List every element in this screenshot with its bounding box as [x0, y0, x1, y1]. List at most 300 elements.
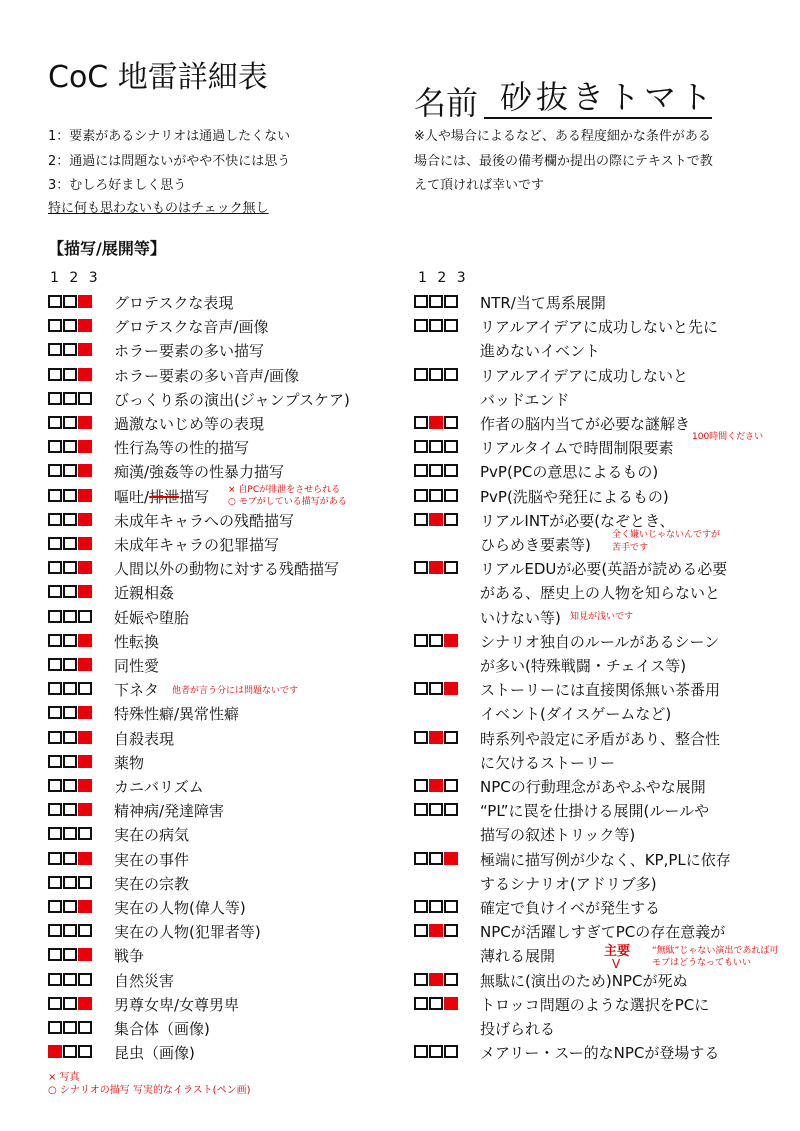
checkbox-group: [414, 294, 474, 312]
page-title: CoC 地雷詳細表: [48, 60, 268, 95]
item-label-line: “PL”に罠を仕掛ける展開(ルールや: [480, 802, 710, 821]
checkbox-2[interactable]: [429, 997, 443, 1010]
checkbox-group: [48, 463, 108, 481]
checkbox-3[interactable]: [444, 731, 458, 744]
item-label-line: トロッコ問題のような選択をPCに: [480, 995, 710, 1014]
checkbox-group: [48, 754, 108, 772]
checkbox-3[interactable]: [78, 610, 92, 623]
checkbox-1[interactable]: [48, 610, 62, 623]
item-label-line: リアルアイデアに成功しないと先に: [480, 318, 719, 337]
item-label-line: リアルEDUが必要(英語が読める必要: [480, 560, 728, 579]
checkbox-1[interactable]: [48, 924, 62, 937]
item-label: グロテスクな音声/画像: [114, 318, 269, 337]
checkbox-2[interactable]: [63, 489, 77, 502]
checkbox-3[interactable]: [444, 973, 458, 986]
checkbox-3[interactable]: [78, 343, 92, 356]
checkbox-2[interactable]: [429, 489, 443, 502]
checkbox-group: [48, 318, 108, 336]
checkbox-group: [48, 923, 108, 941]
checkbox-group: [414, 972, 474, 990]
checkbox-1[interactable]: [48, 392, 62, 405]
item-label-line: 薄れる展開: [480, 947, 556, 966]
checkbox-2[interactable]: [63, 585, 77, 598]
name-label: 名前: [414, 84, 479, 122]
checkbox-3[interactable]: [444, 803, 458, 816]
item-label: 実在の人物(犯罪者等): [114, 923, 261, 942]
checkbox-2[interactable]: [63, 803, 77, 816]
item-label-line: に欠けるストーリー: [480, 753, 616, 772]
item-label-line: ひらめき要素等): [480, 535, 591, 554]
checkbox-1[interactable]: [414, 368, 428, 381]
checkbox-2[interactable]: [429, 803, 443, 816]
checkbox-1[interactable]: [48, 852, 62, 865]
item-label: 薬物: [114, 753, 145, 772]
checkbox-3[interactable]: [78, 731, 92, 744]
checkbox-3[interactable]: [78, 464, 92, 477]
checkbox-group: [48, 609, 108, 627]
checkbox-1[interactable]: [48, 997, 62, 1010]
checkbox-group: [414, 730, 474, 748]
checkbox-group: [414, 367, 474, 385]
checkbox-1[interactable]: [48, 1021, 62, 1034]
checkbox-group: [48, 778, 108, 796]
name-value: 砂抜きトマト: [500, 78, 717, 116]
checkbox-2[interactable]: [429, 319, 443, 332]
checkbox-3[interactable]: [78, 489, 92, 502]
annotation-int-1: 全く嫌いじゃないんですが: [612, 530, 721, 540]
checkbox-2[interactable]: [429, 973, 443, 986]
checkbox-3[interactable]: [78, 416, 92, 429]
checkbox-group: [48, 1044, 108, 1062]
checkbox-3[interactable]: [78, 948, 92, 961]
checkbox-1[interactable]: [48, 513, 62, 526]
checkbox-2[interactable]: [63, 319, 77, 332]
item-label: 特殊性癖/異常性癖: [114, 705, 240, 724]
checkbox-1[interactable]: [48, 658, 62, 671]
checkbox-group: [48, 367, 108, 385]
checkbox-group: [414, 560, 474, 578]
checkbox-3[interactable]: [78, 634, 92, 647]
annotation-caret: V: [612, 957, 621, 971]
checkbox-group: [48, 439, 108, 457]
checkbox-group: [48, 947, 108, 965]
checkbox-group: [414, 923, 474, 941]
checkbox-3[interactable]: [444, 852, 458, 865]
item-label: 未成年キャラへの残酷描写: [114, 511, 295, 530]
checkbox-group: [48, 657, 108, 675]
checkbox-1[interactable]: [414, 416, 428, 429]
checkbox-1[interactable]: [48, 416, 62, 429]
checkbox-3[interactable]: [78, 852, 92, 865]
checkbox-group: [414, 439, 474, 457]
checkbox-2[interactable]: [63, 561, 77, 574]
item-label: ホラー要素の多い描写: [114, 342, 265, 361]
checkbox-3[interactable]: [78, 924, 92, 937]
checkbox-group: [414, 318, 474, 336]
checkbox-2[interactable]: [429, 779, 443, 792]
checkbox-3[interactable]: [78, 295, 92, 308]
checkbox-1[interactable]: [414, 852, 428, 865]
checkbox-1[interactable]: [48, 731, 62, 744]
item-label: 実在の宗教: [114, 874, 190, 893]
checkbox-3[interactable]: [78, 1045, 92, 1058]
checkbox-2[interactable]: [63, 343, 77, 356]
checkbox-2[interactable]: [63, 973, 77, 986]
checkbox-2[interactable]: [429, 682, 443, 695]
checkbox-1[interactable]: [414, 295, 428, 308]
item-label-line: シナリオ独自のルールがあるシーン: [480, 632, 720, 651]
checkbox-2[interactable]: [429, 440, 443, 453]
item-label: 未成年キャラの犯罪描写: [114, 536, 280, 554]
checkbox-2[interactable]: [63, 658, 77, 671]
checkbox-group: [48, 560, 108, 578]
note-line-3: えて頂ければ幸いです: [414, 178, 545, 193]
checkbox-group: [414, 512, 474, 530]
checkbox-2[interactable]: [63, 368, 77, 381]
legend-line-4: 特に何も思わないものはチェック無し: [48, 201, 269, 216]
checkbox-2[interactable]: [429, 464, 443, 477]
checkbox-group: [48, 899, 108, 917]
checkbox-1[interactable]: [48, 803, 62, 816]
annotation-main-word: 主要: [604, 944, 631, 959]
item-label-line: リアルタイムで時間制限要素: [480, 439, 674, 458]
item-label: 嘔吐/排泄描写: [114, 487, 210, 506]
checkbox-1[interactable]: [414, 464, 428, 477]
checkbox-2[interactable]: [63, 924, 77, 937]
annotation-vomit-1: × 自PCが排泄をさせられる: [228, 485, 341, 495]
item-label-line: イベント(ダイスゲームなど): [480, 705, 672, 724]
checkbox-3[interactable]: [444, 634, 458, 647]
checkbox-2[interactable]: [63, 513, 77, 526]
section-title: 【描写/展開等】: [48, 239, 166, 258]
footer-note-2: ○ シナリオの描写 写実的なイラスト(ペン画): [48, 1085, 251, 1096]
item-label: 下ネタ: [114, 681, 160, 700]
checkbox-1[interactable]: [414, 682, 428, 695]
checkbox-group: [414, 681, 474, 699]
checkbox-2[interactable]: [63, 440, 77, 453]
item-label-line: メアリー・スー的なNPCが登場する: [480, 1044, 720, 1063]
item-label: 性転換: [114, 632, 160, 651]
checkbox-3[interactable]: [78, 368, 92, 381]
item-label-line: リアルアイデアに成功しないと: [480, 366, 689, 385]
checkbox-3[interactable]: [444, 561, 458, 574]
checkbox-3[interactable]: [78, 827, 92, 840]
checkbox-group: [414, 1044, 474, 1062]
checkbox-1[interactable]: [48, 900, 62, 913]
checkbox-2[interactable]: [63, 755, 77, 768]
checkbox-2[interactable]: [63, 682, 77, 695]
checkbox-2[interactable]: [429, 852, 443, 865]
item-label-line: NPCが活躍しすぎてPCの存在意義が: [480, 923, 726, 942]
checkbox-3[interactable]: [444, 900, 458, 913]
checkbox-2[interactable]: [63, 416, 77, 429]
checkbox-group: [48, 633, 108, 651]
item-label: 過激ないじめ等の表現: [114, 415, 265, 433]
checkbox-1[interactable]: [48, 585, 62, 598]
checkbox-3[interactable]: [78, 779, 92, 792]
checkbox-2[interactable]: [63, 1021, 77, 1034]
checkbox-2[interactable]: [429, 900, 443, 913]
right-column-header: 1 2 3: [418, 270, 469, 286]
checkbox-3[interactable]: [78, 513, 92, 526]
checkbox-2[interactable]: [63, 779, 77, 792]
checkbox-group: [48, 802, 108, 820]
checkbox-2[interactable]: [63, 852, 77, 865]
item-label-line: 描写の叙述トリック等): [480, 826, 636, 845]
annotation-edu: 知見が浅いです: [570, 612, 634, 622]
item-label-line: NTR/当て馬系展開: [480, 294, 606, 312]
checkbox-3[interactable]: [78, 706, 92, 719]
item-label: 人間以外の動物に対する残酷描写: [114, 560, 340, 579]
annotation-time-limit: 100時間ください: [692, 432, 764, 442]
checkbox-3[interactable]: [78, 973, 92, 986]
checkbox-2[interactable]: [63, 997, 77, 1010]
item-label: 実在の病気: [114, 826, 190, 845]
checkbox-2[interactable]: [63, 706, 77, 719]
checkbox-2[interactable]: [429, 924, 443, 937]
checkbox-group: [414, 778, 474, 796]
checkbox-3[interactable]: [78, 682, 92, 695]
checkbox-3[interactable]: [444, 1045, 458, 1058]
footer-note-1: × 写真: [48, 1072, 80, 1083]
checkbox-3[interactable]: [444, 997, 458, 1010]
checkbox-3[interactable]: [444, 513, 458, 526]
item-label-line: いけない等): [480, 608, 561, 627]
checkbox-3[interactable]: [78, 803, 92, 816]
checkbox-3[interactable]: [78, 658, 92, 671]
item-label-line: 極端に描写例が少なく、KP,PLに依存: [480, 850, 731, 869]
checkbox-3[interactable]: [444, 779, 458, 792]
checkbox-group: [48, 294, 108, 312]
checkbox-1[interactable]: [48, 827, 62, 840]
item-label-line: PvP(洗脳や発狂によるもの): [480, 487, 669, 506]
checkbox-2[interactable]: [63, 392, 77, 405]
item-label: 昆虫（画像): [114, 1044, 195, 1063]
item-label: グロテスクな表現: [114, 294, 234, 312]
item-label-line: 投げられる: [480, 1019, 556, 1038]
checkbox-3[interactable]: [78, 900, 92, 913]
checkbox-1[interactable]: [414, 319, 428, 332]
annotation-vomit-2: ○ モブがしている描写がある: [228, 497, 347, 507]
checkbox-1[interactable]: [414, 561, 428, 574]
item-label: 実在の事件: [114, 850, 190, 869]
item-label: 集合体（画像): [114, 1020, 210, 1038]
checkbox-1[interactable]: [48, 755, 62, 768]
item-label-line: PvP(PCの意思によるもの): [480, 463, 659, 482]
legend-line-3: 3：むしろ好ましく思う: [48, 178, 187, 193]
checkbox-group: [414, 851, 474, 869]
checkbox-1[interactable]: [414, 513, 428, 526]
item-label: カニバリズム: [114, 778, 204, 796]
item-label: 近親相姦: [114, 584, 175, 603]
item-label: 自殺表現: [114, 729, 175, 748]
item-label-line: 無駄に(演出のため)NPCが死ぬ: [480, 971, 688, 990]
legend-line-2: 2：通過には問題ないがやや不快には思う: [48, 154, 291, 169]
item-label: 同性愛: [114, 657, 160, 675]
item-label: びっくり系の演出(ジャンプスケア): [114, 390, 350, 409]
checkbox-1[interactable]: [48, 706, 62, 719]
checkbox-group: [48, 488, 108, 506]
name-underline: [484, 117, 712, 119]
annotation-muda-1: “無駄”じゃない演出であれば可: [652, 946, 779, 956]
checkbox-3[interactable]: [444, 464, 458, 477]
checkbox-3[interactable]: [78, 392, 92, 405]
checkbox-3[interactable]: [78, 537, 92, 550]
item-label: 妊娠や堕胎: [114, 608, 190, 627]
checkbox-1[interactable]: [48, 440, 62, 453]
checkbox-2[interactable]: [429, 416, 443, 429]
checkbox-1[interactable]: [48, 343, 62, 356]
checkbox-group: [414, 463, 474, 481]
checkbox-1[interactable]: [48, 948, 62, 961]
checkbox-2[interactable]: [429, 1045, 443, 1058]
checkbox-2[interactable]: [63, 464, 77, 477]
checkbox-3[interactable]: [78, 561, 92, 574]
checkbox-group: [414, 899, 474, 917]
checkbox-1[interactable]: [48, 489, 62, 502]
checkbox-2[interactable]: [429, 368, 443, 381]
checkbox-group: [414, 996, 474, 1014]
checkbox-1[interactable]: [414, 779, 428, 792]
checkbox-3[interactable]: [444, 924, 458, 937]
item-label-line: するシナリオ(アドリブ多): [480, 874, 657, 893]
item-label: 精神病/発達障害: [114, 802, 225, 821]
checkbox-group: [48, 536, 108, 554]
checkbox-3[interactable]: [444, 368, 458, 381]
item-label-line: バッドエンド: [480, 390, 570, 409]
checkbox-3[interactable]: [78, 876, 92, 889]
checkbox-1[interactable]: [48, 779, 62, 792]
checkbox-group: [414, 415, 474, 433]
checkbox-2[interactable]: [429, 513, 443, 526]
annotation-shimoneta: 他者が言う分には問題ないです: [172, 686, 299, 696]
checkbox-group: [48, 972, 108, 990]
checkbox-1[interactable]: [48, 682, 62, 695]
checkbox-2[interactable]: [63, 827, 77, 840]
checkbox-1[interactable]: [414, 489, 428, 502]
item-label-line: がある、歴史上の人物を知らないと: [480, 584, 721, 603]
checkbox-3[interactable]: [78, 319, 92, 332]
checkbox-2[interactable]: [63, 876, 77, 889]
item-label-line: が多い(特殊戦闘・チェイス等): [480, 656, 687, 675]
note-line-1: ※人や場合によるなど、ある程度細かな条件がある: [414, 129, 711, 144]
checkbox-1[interactable]: [414, 634, 428, 647]
checkbox-1[interactable]: [48, 295, 62, 308]
left-column-header: 1 2 3: [50, 270, 101, 286]
item-label: 戦争: [114, 947, 145, 966]
checkbox-1[interactable]: [414, 731, 428, 744]
checkbox-group: [48, 705, 108, 723]
checkbox-group: [48, 681, 108, 699]
checkbox-1[interactable]: [414, 924, 428, 937]
checkbox-group: [48, 391, 108, 409]
checkbox-1[interactable]: [48, 537, 62, 550]
checkbox-3[interactable]: [78, 997, 92, 1010]
item-label-line: 作者の脳内当てが必要な謎解き: [480, 415, 691, 433]
checkbox-1[interactable]: [48, 368, 62, 381]
checkbox-group: [48, 584, 108, 602]
checkbox-2[interactable]: [63, 295, 77, 308]
checkbox-group: [48, 730, 108, 748]
legend-line-1: 1：要素があるシナリオは通過したくない: [48, 129, 291, 144]
checkbox-3[interactable]: [444, 489, 458, 502]
item-label: 自然災害: [114, 971, 175, 990]
checkbox-1[interactable]: [414, 997, 428, 1010]
checkbox-group: [414, 488, 474, 506]
checkbox-group: [48, 1020, 108, 1038]
checkbox-3[interactable]: [444, 295, 458, 308]
checkbox-3[interactable]: [78, 440, 92, 453]
checkbox-2[interactable]: [429, 561, 443, 574]
checkbox-2[interactable]: [63, 948, 77, 961]
checkbox-1[interactable]: [48, 634, 62, 647]
checkbox-2[interactable]: [63, 1045, 77, 1058]
checkbox-group: [48, 342, 108, 360]
annotation-int-2: 苦手です: [612, 543, 649, 553]
checkbox-1[interactable]: [48, 319, 62, 332]
item-label: 痴漢/強姦等の性暴力描写: [114, 463, 285, 482]
checkbox-3[interactable]: [444, 416, 458, 429]
checkbox-2[interactable]: [429, 731, 443, 744]
checkbox-group: [48, 851, 108, 869]
checkbox-2[interactable]: [429, 634, 443, 647]
checkbox-3[interactable]: [78, 755, 92, 768]
checkbox-1[interactable]: [414, 973, 428, 986]
checkbox-3[interactable]: [444, 682, 458, 695]
item-label-line: 時系列や設定に矛盾があり、整合性: [480, 729, 721, 748]
checkbox-1[interactable]: [414, 803, 428, 816]
note-line-2: 場合には、最後の備考欄か提出の際にテキストで教: [414, 154, 713, 169]
checkbox-group: [48, 875, 108, 893]
checkbox-2[interactable]: [63, 610, 77, 623]
item-label: 実在の人物(偉人等): [114, 899, 246, 917]
checkbox-1[interactable]: [414, 900, 428, 913]
checkbox-group: [48, 826, 108, 844]
checkbox-1[interactable]: [48, 561, 62, 574]
checkbox-1[interactable]: [48, 876, 62, 889]
checkbox-1[interactable]: [48, 1045, 62, 1058]
item-label: 男尊女卑/女尊男卑: [114, 995, 240, 1014]
checkbox-3[interactable]: [444, 319, 458, 332]
item-label-line: リアルINTが必要(なぞとき、: [480, 511, 675, 530]
checkbox-2[interactable]: [63, 537, 77, 550]
checkbox-2[interactable]: [63, 900, 77, 913]
item-label-line: 確定で負けイベが発生する: [480, 899, 661, 917]
struck-word: 排泄: [149, 487, 180, 506]
annotation-muda-2: モブはどうなってもいい: [652, 958, 752, 968]
checkbox-2[interactable]: [429, 295, 443, 308]
item-label: 性行為等の性的描写: [114, 439, 250, 458]
checkbox-2[interactable]: [63, 634, 77, 647]
checkbox-1[interactable]: [48, 464, 62, 477]
checkbox-3[interactable]: [78, 585, 92, 598]
checkbox-1[interactable]: [48, 973, 62, 986]
checkbox-3[interactable]: [444, 440, 458, 453]
checkbox-1[interactable]: [414, 1045, 428, 1058]
checkbox-group: [48, 415, 108, 433]
checkbox-group: [414, 633, 474, 651]
checkbox-group: [48, 996, 108, 1014]
item-label-line: 進めないイベント: [480, 342, 601, 361]
checkbox-2[interactable]: [63, 731, 77, 744]
checkbox-1[interactable]: [414, 440, 428, 453]
item-label-line: NPCの行動理念があやふやな展開: [480, 778, 706, 796]
item-label: ホラー要素の多い音声/画像: [114, 366, 300, 385]
checkbox-3[interactable]: [78, 1021, 92, 1034]
item-label-line: ストーリーには直接関係無い茶番用: [480, 681, 721, 700]
checkbox-group: [414, 802, 474, 820]
checkbox-group: [48, 512, 108, 530]
